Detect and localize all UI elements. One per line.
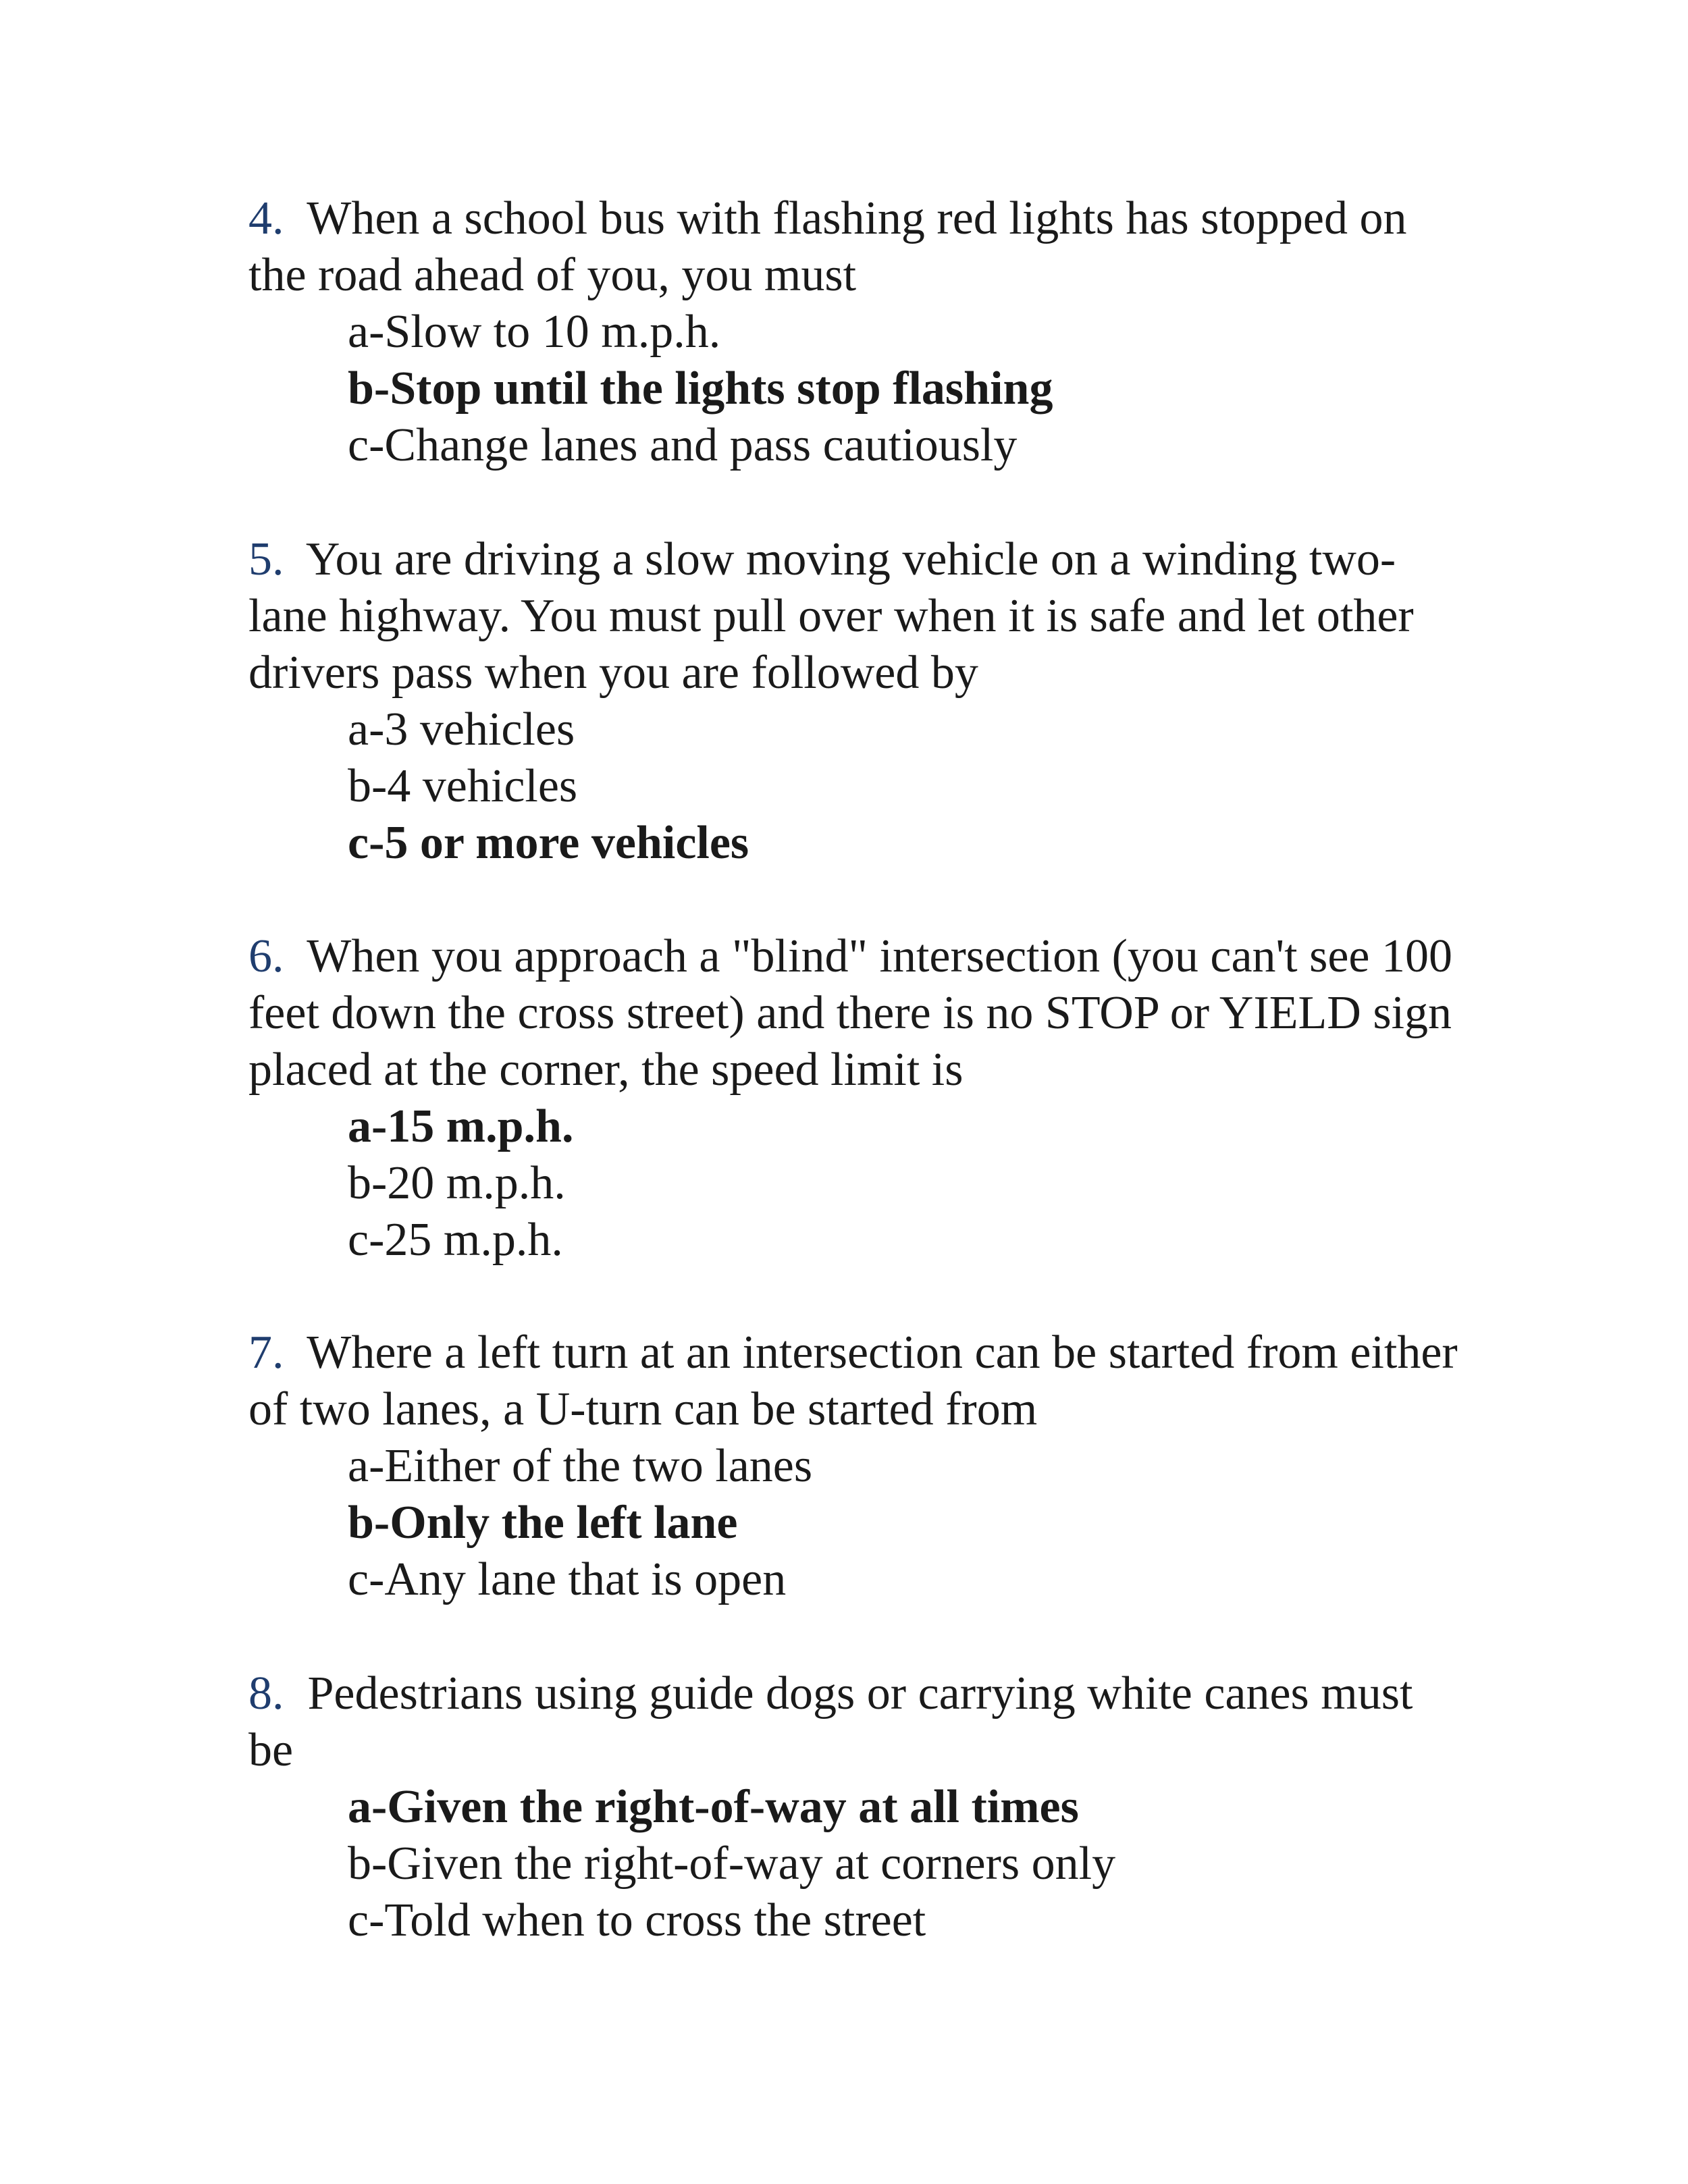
question-prompt: When a school bus with flashing red lights has stopped on the road ahead of you, you must <box>248 192 1407 301</box>
question-number: 5. <box>248 533 284 585</box>
question-prompt: Where a left turn at an intersection can be started from either of two lanes, a U-turn can be started from <box>248 1327 1458 1435</box>
answer-option-a: a-Slow to 10 m.p.h. <box>348 306 721 358</box>
question-7 <box>248 1325 1464 1608</box>
question-8 <box>248 1666 1464 1949</box>
answer-option-b: b-4 vehicles <box>348 760 578 812</box>
answer-option-c-correct: c-5 or more vehicles <box>348 817 749 869</box>
question-text <box>248 531 1464 701</box>
answer-option-a: a-3 vehicles <box>348 703 575 755</box>
question-4 <box>248 190 1464 474</box>
answer-option-a-correct: a-15 m.p.h. <box>348 1100 574 1152</box>
question-number: 4. <box>248 192 284 244</box>
question-text <box>248 1325 1464 1438</box>
question-text <box>248 190 1464 304</box>
answer-option-c: c-25 m.p.h. <box>348 1214 563 1266</box>
question-prompt: Pedestrians using guide dogs or carrying white canes must be <box>248 1668 1413 1776</box>
question-prompt: You are driving a slow moving vehicle on a winding two-lane highway. You must pull over when it is safe and let other drivers pass when you are followed by <box>248 533 1414 699</box>
answer-option-c: c-Told when to cross the street <box>348 1894 926 1946</box>
question-number: 6. <box>248 930 284 982</box>
answer-option-b-correct: b-Stop until the lights stop flashing <box>348 363 1053 415</box>
question-text <box>248 1666 1464 1779</box>
question-number: 7. <box>248 1327 284 1379</box>
answer-option-a: a-Either of the two lanes <box>348 1440 813 1492</box>
answer-option-b: b-20 m.p.h. <box>348 1157 566 1209</box>
question-5 <box>248 531 1464 872</box>
answer-option-a-correct: a-Given the right-of-way at all times <box>348 1781 1079 1833</box>
answer-options <box>248 304 1464 474</box>
answer-options <box>248 1098 1464 1269</box>
question-6 <box>248 928 1464 1269</box>
question-prompt: When you approach a "blind" intersection (you can't see 100 feet down the cross street) and there is no STOP or YIELD sign placed at the corner, the speed limit is <box>248 930 1452 1096</box>
answer-options <box>248 1438 1464 1608</box>
answer-option-c: c-Change lanes and pass cautiously <box>348 419 1018 471</box>
answer-options <box>248 1779 1464 1949</box>
answer-option-b-correct: b-Only the left lane <box>348 1497 738 1549</box>
question-number: 8. <box>248 1668 284 1720</box>
answer-options <box>248 701 1464 872</box>
answer-option-b: b-Given the right-of-way at corners only <box>348 1838 1116 1890</box>
answer-option-c: c-Any lane that is open <box>348 1553 787 1605</box>
question-text <box>248 928 1464 1098</box>
